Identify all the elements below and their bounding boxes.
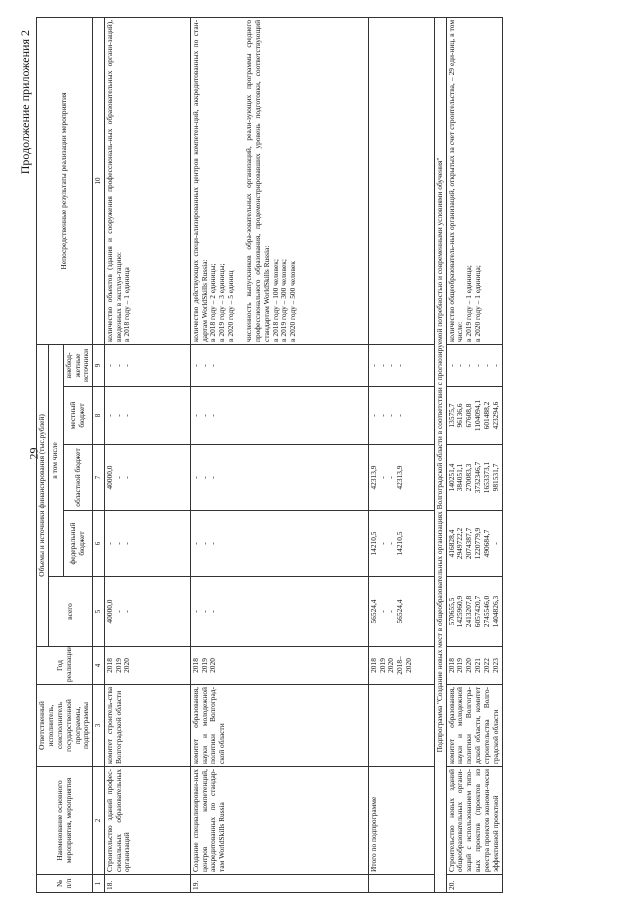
row-extrabudget: - - - - - -	[446, 344, 502, 386]
row-num: 19.	[190, 875, 368, 893]
header-local: местный бюджет	[63, 387, 93, 445]
table-row	[190, 17, 368, 892]
header-extrabudget: внебюд-жетные источники	[63, 344, 93, 386]
col-index: 8	[93, 387, 104, 445]
header-executor: Ответственный исполнитель, соисполнитель государственной программы, подпрограммы	[37, 685, 93, 767]
row-total: 570655,5 1425960,9 2413207,8 6057420,7 2745546,0 1404826,3	[446, 577, 502, 647]
col-index: 5	[93, 577, 104, 647]
row-name: Создание специализирован-ных центров компетенций, аккредитованных по стандар-там WorldSkills Russia	[190, 767, 368, 875]
header-federal: федеральный бюджет	[63, 511, 93, 577]
row-result: количество общеобразователь-ных организаций, открытых за счет строительства, – 29 еди-ниц, в том числе: в 2019 году – 1 единица; в 2020 году – 1 единица;	[446, 17, 502, 344]
row-local: 13575,7 96136,6 67608,8 1104094,1 601488,2 423294,6	[446, 387, 502, 445]
col-index: 4	[93, 647, 104, 685]
subtotal-local: - - - -	[368, 387, 434, 445]
subtotal-regional: 42313,9 - - 42313,9	[368, 445, 434, 511]
row-local: - - -	[190, 387, 368, 445]
row-num: 20.	[446, 875, 502, 893]
header-year: Год реализации	[37, 647, 93, 685]
row-regional: - - -	[190, 445, 368, 511]
row-name: Строительство новых зданий общеобразовательных органи-заций с использованием типо-вых проектов (проектов из реестра проектов экономи-чески эффективной проектной	[446, 767, 502, 875]
row-years: 2018 2019 2020 2021 2022 2023	[446, 647, 502, 685]
row-regional: 40000,0 - -	[104, 445, 190, 511]
header-regional: областной бюджет	[63, 445, 93, 511]
col-index: 2	[93, 767, 104, 875]
row-extrabudget: - - -	[104, 344, 190, 386]
row-result: количество объектов (здания и сооружения профессиональ-ных образовательных органи-заций), введенных в эксплуа-тацию: в 2018 году – 1 единица	[104, 17, 190, 344]
row-result: количество действующих специ-ализированных центров компетен-ций, аккредитованных по стан-дартам WorldSkills Russia: в 2018 году – 2 единицы; в 2019 году – 3 единицы; в 2020 году – 5 единиц численность выпускников обра-зовательных организаций, реали-зующих программы среднего профессионального образования, продемонстрировавших уровень подготовки, соответствующий стандартам WorldSkills Russia: в 2018 году – 100 человек; в 2019 году – 300 человек; в 2020 году – 500 человек	[190, 17, 368, 344]
row-federal: 416828,4 2949722,2 2074387,7 1220779,9 490684,7 -	[446, 511, 502, 577]
subtotal-label: Итого по подпрограмме	[368, 767, 434, 875]
row-total: - - -	[190, 577, 368, 647]
appendix-caption: Продолжение приложения 2	[18, 30, 32, 175]
row-local: - - -	[104, 387, 190, 445]
financing-table	[36, 17, 503, 893]
col-index: 7	[93, 445, 104, 511]
table-row	[446, 17, 502, 892]
col-index: 6	[93, 511, 104, 577]
row-total: 40000,0 - -	[104, 577, 190, 647]
subprogram-row	[434, 17, 446, 892]
header-including: в том числе	[48, 344, 63, 576]
row-executor: комитет образования, науки и молодежной политики Волгоград-ской области	[190, 685, 368, 767]
column-index-row	[93, 17, 104, 892]
col-index: 10	[93, 17, 104, 344]
row-num: 18.	[104, 875, 190, 893]
row-name: Строительство зданий профес-сиональных образовательных организаций	[104, 767, 190, 875]
row-executor: комитет строитель-ства Волгоградской области	[104, 685, 190, 767]
header-name: Наименование основного мероприятия, мероприятия	[37, 767, 93, 875]
row-years: 2018 2019 2020	[190, 647, 368, 685]
col-index: 1	[93, 875, 104, 893]
subtotal-extrabudget: - - - -	[368, 344, 434, 386]
header-results: Непосредственные результаты реализации мероприятия	[37, 17, 93, 344]
row-federal: - - -	[190, 511, 368, 577]
col-index: 9	[93, 344, 104, 386]
subtotal-total: 56524,4 - - 56524,4	[368, 577, 434, 647]
row-federal: - - -	[104, 511, 190, 577]
subtotal-federal: 14210,5 - - 14210,5	[368, 511, 434, 577]
row-years: 2018 2019 2020	[104, 647, 190, 685]
page-number: 29	[26, 447, 41, 460]
subtotal-years: 2018 2019 2020 2018–2020	[368, 647, 434, 685]
header-total: всего	[48, 577, 92, 647]
subtotal-row	[368, 17, 434, 892]
col-index: 3	[93, 685, 104, 767]
table-row	[104, 17, 190, 892]
header-num: № п/п	[37, 875, 93, 893]
subprogram-title: Подпрограмма "Создание новых мест в общеобразовательных организациях Волгоградской области в соответствии с прогнозируемой потребностью и современными условиями обучения"	[434, 17, 446, 892]
row-regional: 140251,4 384051,1 270083,3 3732346,7 1653373,1 981531,7	[446, 445, 502, 511]
header-financing: Объемы и источники финансирования (тыс.рублей)	[37, 344, 49, 646]
row-executor: комитет образования, науки и молодежной политики Волгогра-дской области, комитет строительства Волго-градской области	[446, 685, 502, 767]
row-extrabudget: - - -	[190, 344, 368, 386]
